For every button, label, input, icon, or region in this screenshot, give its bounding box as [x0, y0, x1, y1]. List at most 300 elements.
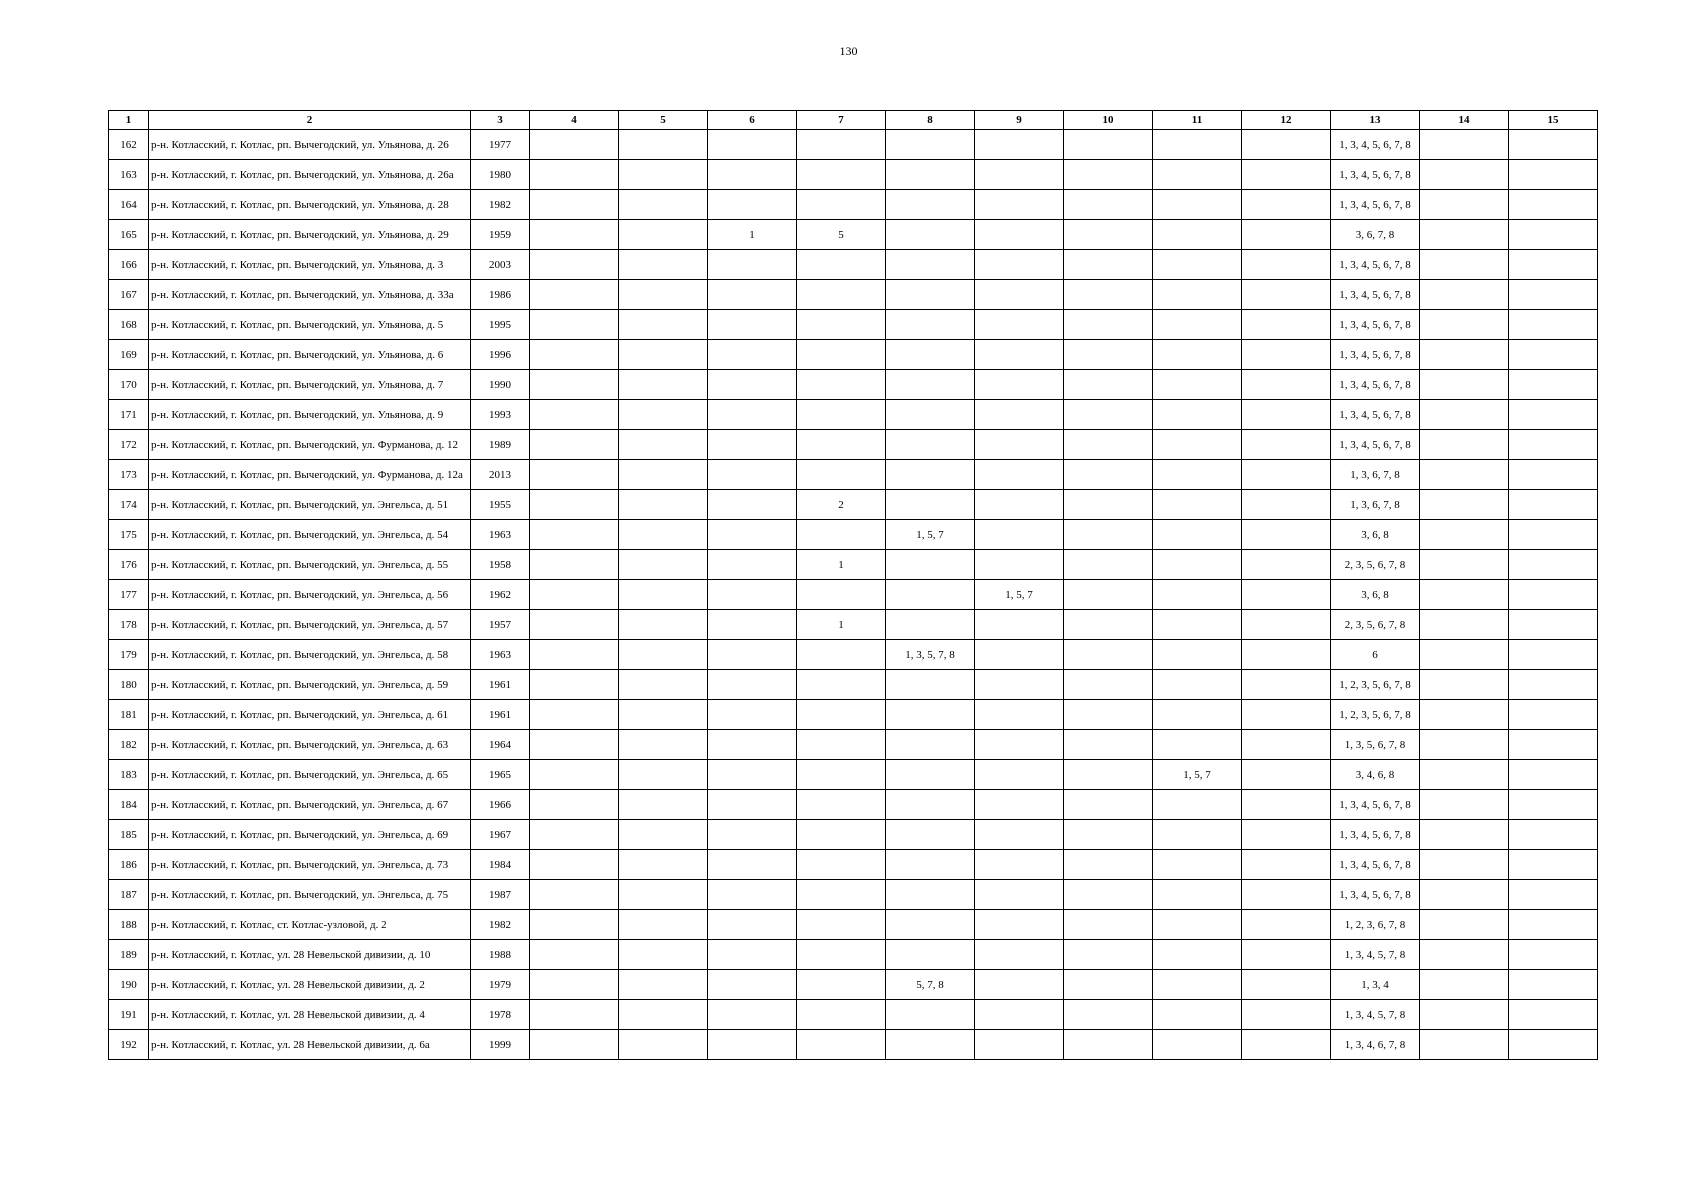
cell-col-12 — [1242, 520, 1331, 550]
cell-col-11 — [1153, 790, 1242, 820]
cell-col-14 — [1420, 1030, 1509, 1060]
cell-col-15 — [1509, 790, 1598, 820]
cell-col-14 — [1420, 850, 1509, 880]
cell-col-3: 1993 — [471, 400, 530, 430]
cell-col-5 — [619, 190, 708, 220]
cell-col-9 — [975, 280, 1064, 310]
cell-col-10 — [1064, 580, 1153, 610]
cell-col-6 — [708, 160, 797, 190]
cell-col-11 — [1153, 370, 1242, 400]
cell-col-15 — [1509, 130, 1598, 160]
table-row — [109, 220, 1598, 250]
column-header-8: 8 — [886, 111, 975, 130]
cell-col-1: 166 — [109, 250, 149, 280]
cell-col-4 — [530, 1030, 619, 1060]
cell-col-10 — [1064, 400, 1153, 430]
cell-col-10 — [1064, 190, 1153, 220]
cell-col-1: 187 — [109, 880, 149, 910]
cell-col-5 — [619, 310, 708, 340]
cell-col-13: 1, 3, 4, 5, 6, 7, 8 — [1331, 280, 1420, 310]
cell-col-9 — [975, 700, 1064, 730]
cell-col-2: р-н. Котласский, г. Котлас, ул. 28 Невельской дивизии, д. 10 — [149, 940, 471, 970]
cell-col-14 — [1420, 940, 1509, 970]
table-row — [109, 1000, 1598, 1030]
cell-col-11 — [1153, 970, 1242, 1000]
cell-col-15 — [1509, 190, 1598, 220]
cell-col-2: р-н. Котласский, г. Котлас, рп. Вычегодский, ул. Ульянова, д. 6 — [149, 340, 471, 370]
cell-col-15 — [1509, 310, 1598, 340]
cell-col-11 — [1153, 940, 1242, 970]
cell-col-1: 192 — [109, 1030, 149, 1060]
cell-col-13: 1, 3, 4, 5, 6, 7, 8 — [1331, 430, 1420, 460]
cell-col-6 — [708, 1030, 797, 1060]
cell-col-10 — [1064, 700, 1153, 730]
cell-col-7 — [797, 430, 886, 460]
cell-col-15 — [1509, 160, 1598, 190]
cell-col-6 — [708, 370, 797, 400]
table-row — [109, 130, 1598, 160]
column-header-4: 4 — [530, 111, 619, 130]
table-row — [109, 340, 1598, 370]
cell-col-15 — [1509, 460, 1598, 490]
cell-col-4 — [530, 520, 619, 550]
cell-col-8 — [886, 280, 975, 310]
cell-col-3: 1989 — [471, 430, 530, 460]
table-body — [109, 130, 1598, 1060]
cell-col-1: 180 — [109, 670, 149, 700]
cell-col-10 — [1064, 850, 1153, 880]
cell-col-11 — [1153, 850, 1242, 880]
cell-col-3: 1999 — [471, 1030, 530, 1060]
cell-col-11 — [1153, 280, 1242, 310]
cell-col-14 — [1420, 610, 1509, 640]
cell-col-13: 1, 3, 6, 7, 8 — [1331, 460, 1420, 490]
cell-col-15 — [1509, 1000, 1598, 1030]
cell-col-13: 1, 3, 4, 5, 6, 7, 8 — [1331, 370, 1420, 400]
cell-col-2: р-н. Котласский, г. Котлас, рп. Вычегодский, ул. Энгельса, д. 54 — [149, 520, 471, 550]
cell-col-12 — [1242, 1000, 1331, 1030]
cell-col-9 — [975, 940, 1064, 970]
cell-col-3: 2003 — [471, 250, 530, 280]
cell-col-6 — [708, 340, 797, 370]
cell-col-2: р-н. Котласский, г. Котлас, ул. 28 Невельской дивизии, д. 6а — [149, 1030, 471, 1060]
cell-col-12 — [1242, 970, 1331, 1000]
cell-col-3: 1995 — [471, 310, 530, 340]
cell-col-14 — [1420, 340, 1509, 370]
cell-col-3: 1967 — [471, 820, 530, 850]
cell-col-7: 5 — [797, 220, 886, 250]
cell-col-11 — [1153, 220, 1242, 250]
cell-col-14 — [1420, 670, 1509, 700]
cell-col-4 — [530, 460, 619, 490]
table-row — [109, 760, 1598, 790]
cell-col-3: 1986 — [471, 280, 530, 310]
cell-col-6 — [708, 550, 797, 580]
cell-col-9 — [975, 310, 1064, 340]
table-row — [109, 310, 1598, 340]
cell-col-4 — [530, 850, 619, 880]
cell-col-9 — [975, 910, 1064, 940]
cell-col-9 — [975, 130, 1064, 160]
table-row — [109, 430, 1598, 460]
cell-col-8 — [886, 850, 975, 880]
cell-col-7 — [797, 580, 886, 610]
cell-col-8 — [886, 130, 975, 160]
cell-col-1: 163 — [109, 160, 149, 190]
cell-col-10 — [1064, 340, 1153, 370]
cell-col-7 — [797, 1030, 886, 1060]
cell-col-15 — [1509, 850, 1598, 880]
cell-col-4 — [530, 310, 619, 340]
cell-col-13: 6 — [1331, 640, 1420, 670]
cell-col-7 — [797, 400, 886, 430]
cell-col-7 — [797, 340, 886, 370]
cell-col-1: 177 — [109, 580, 149, 610]
cell-col-7 — [797, 820, 886, 850]
cell-col-8: 5, 7, 8 — [886, 970, 975, 1000]
table-row — [109, 460, 1598, 490]
cell-col-10 — [1064, 250, 1153, 280]
cell-col-7 — [797, 910, 886, 940]
cell-col-4 — [530, 730, 619, 760]
cell-col-15 — [1509, 970, 1598, 1000]
cell-col-15 — [1509, 220, 1598, 250]
cell-col-12 — [1242, 700, 1331, 730]
cell-col-11 — [1153, 1000, 1242, 1030]
cell-col-3: 1979 — [471, 970, 530, 1000]
cell-col-2: р-н. Котласский, г. Котлас, рп. Вычегодский, ул. Фурманова, д. 12 — [149, 430, 471, 460]
cell-col-11 — [1153, 250, 1242, 280]
cell-col-3: 1988 — [471, 940, 530, 970]
cell-col-2: р-н. Котласский, г. Котлас, рп. Вычегодский, ул. Ульянова, д. 9 — [149, 400, 471, 430]
cell-col-14 — [1420, 970, 1509, 1000]
cell-col-3: 1962 — [471, 580, 530, 610]
cell-col-5 — [619, 910, 708, 940]
cell-col-8 — [886, 610, 975, 640]
cell-col-2: р-н. Котласский, г. Котлас, рп. Вычегодский, ул. Фурманова, д. 12а — [149, 460, 471, 490]
cell-col-7 — [797, 760, 886, 790]
cell-col-9 — [975, 880, 1064, 910]
cell-col-8 — [886, 460, 975, 490]
cell-col-12 — [1242, 310, 1331, 340]
cell-col-15 — [1509, 250, 1598, 280]
cell-col-9 — [975, 970, 1064, 1000]
cell-col-6 — [708, 970, 797, 1000]
cell-col-12 — [1242, 610, 1331, 640]
cell-col-9 — [975, 670, 1064, 700]
column-header-13: 13 — [1331, 111, 1420, 130]
cell-col-9 — [975, 1030, 1064, 1060]
cell-col-13: 1, 3, 6, 7, 8 — [1331, 490, 1420, 520]
register-table — [108, 110, 1598, 1060]
cell-col-14 — [1420, 130, 1509, 160]
cell-col-12 — [1242, 220, 1331, 250]
column-header-3: 3 — [471, 111, 530, 130]
cell-col-6 — [708, 820, 797, 850]
cell-col-1: 162 — [109, 130, 149, 160]
cell-col-13: 3, 6, 8 — [1331, 520, 1420, 550]
cell-col-4 — [530, 760, 619, 790]
cell-col-5 — [619, 340, 708, 370]
cell-col-2: р-н. Котласский, г. Котлас, рп. Вычегодский, ул. Ульянова, д. 3 — [149, 250, 471, 280]
cell-col-9 — [975, 430, 1064, 460]
cell-col-15 — [1509, 910, 1598, 940]
table-row — [109, 880, 1598, 910]
cell-col-1: 172 — [109, 430, 149, 460]
cell-col-5 — [619, 760, 708, 790]
cell-col-12 — [1242, 820, 1331, 850]
cell-col-4 — [530, 790, 619, 820]
cell-col-5 — [619, 520, 708, 550]
cell-col-11 — [1153, 160, 1242, 190]
cell-col-14 — [1420, 520, 1509, 550]
column-header-7: 7 — [797, 111, 886, 130]
cell-col-5 — [619, 940, 708, 970]
cell-col-6 — [708, 430, 797, 460]
cell-col-7 — [797, 1000, 886, 1030]
cell-col-4 — [530, 190, 619, 220]
cell-col-11 — [1153, 610, 1242, 640]
cell-col-3: 1980 — [471, 160, 530, 190]
cell-col-8 — [886, 310, 975, 340]
table-row — [109, 520, 1598, 550]
table-row — [109, 580, 1598, 610]
cell-col-11 — [1153, 640, 1242, 670]
cell-col-11 — [1153, 520, 1242, 550]
cell-col-9: 1, 5, 7 — [975, 580, 1064, 610]
cell-col-8 — [886, 550, 975, 580]
table-row — [109, 940, 1598, 970]
cell-col-3: 1996 — [471, 340, 530, 370]
cell-col-3: 1982 — [471, 190, 530, 220]
cell-col-4 — [530, 400, 619, 430]
cell-col-2: р-н. Котласский, г. Котлас, рп. Вычегодский, ул. Ульянова, д. 26 — [149, 130, 471, 160]
cell-col-4 — [530, 340, 619, 370]
cell-col-4 — [530, 220, 619, 250]
cell-col-5 — [619, 670, 708, 700]
cell-col-9 — [975, 250, 1064, 280]
cell-col-13: 1, 3, 4, 5, 6, 7, 8 — [1331, 340, 1420, 370]
cell-col-12 — [1242, 580, 1331, 610]
cell-col-13: 2, 3, 5, 6, 7, 8 — [1331, 550, 1420, 580]
cell-col-2: р-н. Котласский, г. Котлас, рп. Вычегодский, ул. Энгельса, д. 75 — [149, 880, 471, 910]
cell-col-12 — [1242, 370, 1331, 400]
cell-col-12 — [1242, 430, 1331, 460]
cell-col-2: р-н. Котласский, г. Котлас, рп. Вычегодский, ул. Ульянова, д. 26а — [149, 160, 471, 190]
cell-col-8 — [886, 400, 975, 430]
cell-col-8 — [886, 1030, 975, 1060]
cell-col-15 — [1509, 760, 1598, 790]
cell-col-4 — [530, 970, 619, 1000]
table-row — [109, 280, 1598, 310]
cell-col-9 — [975, 160, 1064, 190]
cell-col-5 — [619, 790, 708, 820]
cell-col-12 — [1242, 670, 1331, 700]
cell-col-12 — [1242, 940, 1331, 970]
cell-col-11 — [1153, 700, 1242, 730]
cell-col-7 — [797, 730, 886, 760]
cell-col-2: р-н. Котласский, г. Котлас, рп. Вычегодский, ул. Ульянова, д. 29 — [149, 220, 471, 250]
cell-col-15 — [1509, 580, 1598, 610]
cell-col-4 — [530, 1000, 619, 1030]
cell-col-10 — [1064, 430, 1153, 460]
cell-col-14 — [1420, 790, 1509, 820]
cell-col-5 — [619, 850, 708, 880]
cell-col-15 — [1509, 490, 1598, 520]
cell-col-4 — [530, 430, 619, 460]
header-row — [109, 111, 1598, 130]
cell-col-13: 1, 3, 4, 5, 6, 7, 8 — [1331, 820, 1420, 850]
cell-col-5 — [619, 220, 708, 250]
cell-col-10 — [1064, 670, 1153, 700]
cell-col-4 — [530, 820, 619, 850]
cell-col-15 — [1509, 640, 1598, 670]
cell-col-4 — [530, 280, 619, 310]
cell-col-12 — [1242, 730, 1331, 760]
cell-col-10 — [1064, 970, 1153, 1000]
cell-col-11 — [1153, 820, 1242, 850]
cell-col-10 — [1064, 490, 1153, 520]
cell-col-14 — [1420, 880, 1509, 910]
table-row — [109, 910, 1598, 940]
cell-col-3: 1955 — [471, 490, 530, 520]
cell-col-7 — [797, 190, 886, 220]
cell-col-15 — [1509, 670, 1598, 700]
cell-col-1: 190 — [109, 970, 149, 1000]
cell-col-7 — [797, 370, 886, 400]
cell-col-13: 1, 3, 4, 5, 6, 7, 8 — [1331, 850, 1420, 880]
cell-col-1: 183 — [109, 760, 149, 790]
cell-col-15 — [1509, 340, 1598, 370]
cell-col-5 — [619, 460, 708, 490]
table-row — [109, 550, 1598, 580]
cell-col-10 — [1064, 730, 1153, 760]
cell-col-2: р-н. Котласский, г. Котлас, ул. 28 Невельской дивизии, д. 4 — [149, 1000, 471, 1030]
cell-col-8 — [886, 700, 975, 730]
cell-col-15 — [1509, 280, 1598, 310]
cell-col-12 — [1242, 160, 1331, 190]
cell-col-2: р-н. Котласский, г. Котлас, ул. 28 Невельской дивизии, д. 2 — [149, 970, 471, 1000]
cell-col-2: р-н. Котласский, г. Котлас, рп. Вычегодский, ул. Ульянова, д. 5 — [149, 310, 471, 340]
cell-col-6 — [708, 790, 797, 820]
table-row — [109, 190, 1598, 220]
cell-col-10 — [1064, 820, 1153, 850]
cell-col-4 — [530, 370, 619, 400]
cell-col-9 — [975, 850, 1064, 880]
cell-col-7: 1 — [797, 550, 886, 580]
cell-col-12 — [1242, 340, 1331, 370]
cell-col-3: 1987 — [471, 880, 530, 910]
column-header-5: 5 — [619, 111, 708, 130]
cell-col-12 — [1242, 910, 1331, 940]
cell-col-4 — [530, 490, 619, 520]
cell-col-9 — [975, 730, 1064, 760]
cell-col-14 — [1420, 370, 1509, 400]
cell-col-11 — [1153, 310, 1242, 340]
cell-col-8 — [886, 910, 975, 940]
cell-col-2: р-н. Котласский, г. Котлас, рп. Вычегодский, ул. Энгельса, д. 59 — [149, 670, 471, 700]
cell-col-1: 184 — [109, 790, 149, 820]
cell-col-5 — [619, 730, 708, 760]
cell-col-3: 1958 — [471, 550, 530, 580]
table-row — [109, 970, 1598, 1000]
cell-col-11 — [1153, 460, 1242, 490]
cell-col-4 — [530, 160, 619, 190]
cell-col-15 — [1509, 370, 1598, 400]
cell-col-15 — [1509, 400, 1598, 430]
column-header-6: 6 — [708, 111, 797, 130]
cell-col-13: 3, 6, 7, 8 — [1331, 220, 1420, 250]
cell-col-8: 1, 5, 7 — [886, 520, 975, 550]
table-row — [109, 730, 1598, 760]
cell-col-6 — [708, 130, 797, 160]
cell-col-1: 171 — [109, 400, 149, 430]
cell-col-11 — [1153, 340, 1242, 370]
cell-col-11 — [1153, 490, 1242, 520]
cell-col-12 — [1242, 880, 1331, 910]
cell-col-10 — [1064, 370, 1153, 400]
column-header-1: 1 — [109, 111, 149, 130]
cell-col-14 — [1420, 730, 1509, 760]
cell-col-7 — [797, 310, 886, 340]
cell-col-4 — [530, 580, 619, 610]
table-row — [109, 670, 1598, 700]
cell-col-4 — [530, 610, 619, 640]
table-row — [109, 490, 1598, 520]
column-header-12: 12 — [1242, 111, 1331, 130]
cell-col-10 — [1064, 160, 1153, 190]
cell-col-6 — [708, 640, 797, 670]
cell-col-2: р-н. Котласский, г. Котлас, рп. Вычегодский, ул. Энгельса, д. 65 — [149, 760, 471, 790]
cell-col-2: р-н. Котласский, г. Котлас, рп. Вычегодский, ул. Энгельса, д. 51 — [149, 490, 471, 520]
cell-col-3: 1977 — [471, 130, 530, 160]
cell-col-2: р-н. Котласский, г. Котлас, ст. Котлас-узловой, д. 2 — [149, 910, 471, 940]
cell-col-6 — [708, 400, 797, 430]
cell-col-1: 176 — [109, 550, 149, 580]
cell-col-9 — [975, 460, 1064, 490]
cell-col-5 — [619, 370, 708, 400]
cell-col-1: 186 — [109, 850, 149, 880]
cell-col-9 — [975, 640, 1064, 670]
cell-col-8: 1, 3, 5, 7, 8 — [886, 640, 975, 670]
cell-col-5 — [619, 430, 708, 460]
cell-col-1: 165 — [109, 220, 149, 250]
table-row — [109, 700, 1598, 730]
cell-col-1: 174 — [109, 490, 149, 520]
cell-col-1: 181 — [109, 700, 149, 730]
cell-col-11 — [1153, 130, 1242, 160]
column-header-15: 15 — [1509, 111, 1598, 130]
cell-col-13: 2, 3, 5, 6, 7, 8 — [1331, 610, 1420, 640]
cell-col-10 — [1064, 760, 1153, 790]
cell-col-1: 191 — [109, 1000, 149, 1030]
cell-col-6 — [708, 910, 797, 940]
cell-col-10 — [1064, 940, 1153, 970]
cell-col-10 — [1064, 910, 1153, 940]
cell-col-8 — [886, 580, 975, 610]
cell-col-1: 164 — [109, 190, 149, 220]
cell-col-15 — [1509, 880, 1598, 910]
column-header-2: 2 — [149, 111, 471, 130]
cell-col-12 — [1242, 250, 1331, 280]
cell-col-10 — [1064, 1030, 1153, 1060]
cell-col-15 — [1509, 1030, 1598, 1060]
cell-col-5 — [619, 130, 708, 160]
cell-col-15 — [1509, 610, 1598, 640]
column-header-9: 9 — [975, 111, 1064, 130]
cell-col-3: 1961 — [471, 700, 530, 730]
cell-col-11 — [1153, 880, 1242, 910]
